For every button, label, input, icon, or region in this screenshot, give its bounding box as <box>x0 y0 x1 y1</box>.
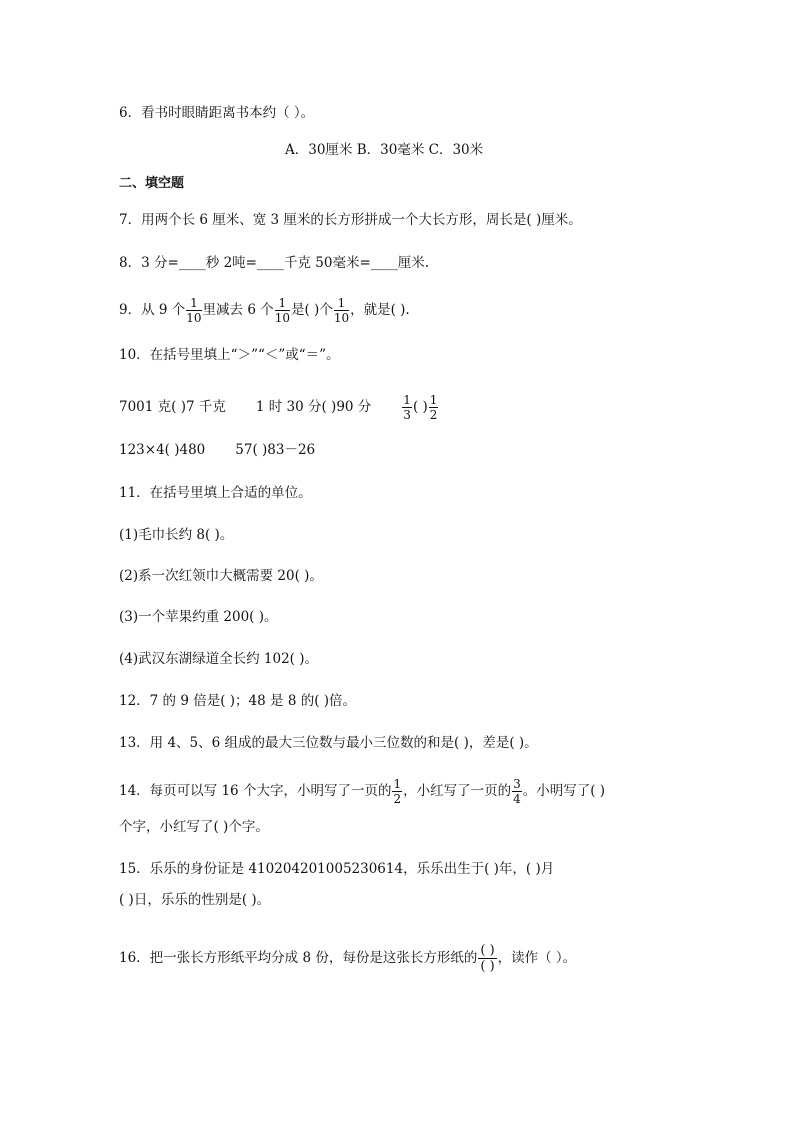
question-14-line-1: 14．每页可以写 16 个大字，小明写了一页的 $\frac{1}{2}$ ，小红写了一页的 $\frac{3}{4}$ 。小明写了( ) <box>119 777 606 806</box>
question-8: 8．3 分=____秒 2吨=____千克 50毫米=____厘米. <box>119 255 430 271</box>
section-heading: 二、填空题 <box>119 176 185 191</box>
fraction: $\frac{1}{2}$ <box>429 393 438 422</box>
list-item: (4)武汉东湖绿道全长约 102( )。 <box>119 651 319 667</box>
question-10-stem: 10．在括号里填上“＞”“＜”或“＝”。 <box>119 347 340 363</box>
list-item: (1)毛巾长约 8( )。 <box>119 527 234 543</box>
fraction: $\frac{1}{10}$ <box>274 296 290 325</box>
question-7: 7．用两个长 6 厘米、宽 3 厘米的长方形拼成一个大长方形，周长是( )厘米。 <box>119 212 582 228</box>
fraction: $\frac{1}{3}$ <box>403 393 411 422</box>
fraction: $\frac{1}{10}$ <box>333 296 350 325</box>
question-14-line-2: 个字，小红写了( )个字。 <box>119 819 269 835</box>
fraction: $\frac{1}{10}$ <box>186 296 202 325</box>
question-15-line-1: 15．乐乐的身份证是 410204201005230614，乐乐出生于( )年，( )月 <box>119 861 555 877</box>
question-15-line-2: ( )日，乐乐的性别是( )。 <box>119 892 271 908</box>
blank-fraction: $\frac{( )}{( )}$ <box>480 943 495 974</box>
question-12: 12．7 的 9 倍是( )；48 是 8 的( )倍。 <box>119 693 357 709</box>
list-item: (2)系一次红领巾大概需要 20( )。 <box>119 568 323 584</box>
fraction: $\frac{3}{4}$ <box>513 777 521 806</box>
question-6-stem: 6．看书时眼睛距离书本约（ ）。 <box>119 105 315 121</box>
list-item: (3)一个苹果约重 200( )。 <box>119 609 278 625</box>
question-10-row-1: 7001 克( )7 千克 1 时 30 分( )90 分 $\frac{1}{3}$ ( ) $\frac{1}{2}$ <box>119 393 438 422</box>
question-11-stem: 11．在括号里填上合适的单位。 <box>119 485 312 501</box>
question-6-options: A．30厘米 B．30毫米 C．30米 <box>285 142 484 158</box>
question-13: 13．用 4、5、6 组成的最大三位数与最小三位数的和是( )，差是( )。 <box>119 735 538 751</box>
question-9: 9．从 9 个 $\frac{1}{10}$ 里减去 6 个 $\frac{1}{10}$ 是( )个 $\frac{1}{10}$ ，就是( ). <box>119 296 410 325</box>
question-10-row-2: 123×4( )480 57( )83－26 <box>119 442 316 458</box>
fraction: $\frac{1}{2}$ <box>393 777 402 806</box>
question-16: 16．把一张长方形纸平均分成 8 份，每份是这张长方形纸的 $\frac{( )}{( )}$ ，读作（ ）。 <box>119 943 577 974</box>
